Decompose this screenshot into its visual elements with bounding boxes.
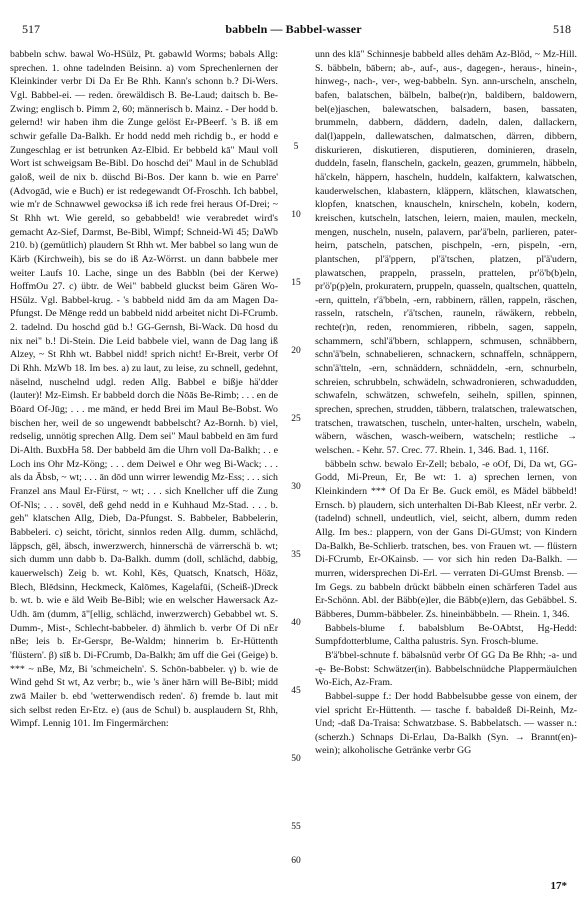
entry-baebbeln: bäbbeln schw. bɛwəlo Er-Zell; bɛbəlo, -e oOf, Di, Da wt, GG-Godd, Mi-Preun, Er, Be wt: 1. a) sprechen lernen, von Kleinkindern *** Of Da Er Be. Guck emöl, es Mädel bäbbeld! Ernsch. b) plaudern, sich unterhalten Di-Bab Kleest, nEr verbr. 2. (tadelnd) schnell, undeutlich, viel, seicht, albern, dumm reden Allg. Im bes.: plappern, von der Gans Di-GUmst; von Kindern Da-Balkh, Be-Schlierb. tratschen, bes. von Frauen wt. — flüstern Di-FCrumb, Er-OKainsb. — vor sich hin reden Da-Balkh. — murren, widersprechen Di-Erl. — verraten Di-GUmst Brensb. — Im Gegs. zu babbeln drückt bäbbeln einen schärferen Tadel aus Er-Schönn. Abl. der Bäbb(e)ler, die Bäbb(e)lern, das Gebäbbel. S. Bäbberes, Dumm-bäbbeler. Zs. hineinbäbbeln. — Rhein. 1, 346. (315, 458, 577, 620)
line-number-gutter (282, 48, 310, 868)
line-number: 20 (291, 346, 301, 356)
line-number: 35 (291, 550, 301, 560)
line-number: 50 (291, 754, 301, 764)
line-number: 60 (291, 856, 301, 866)
entry-babbel-suppe: Babbel-suppe f.: Der hodd Babbelsubbe gesse von einem, der viel spricht Er-Hüttenth. — tasche f. babəldeß Di-Reinh, Mz-Und; -daß Da-Traisa: Schwatzbase. S. Babbelatsch. — wasser n.: (scherzh.) Schnaps Di-Erlau, Da-Balkh (Syn. → Brannt(en)-wein); alkoholische Getränke verbr GG (315, 690, 577, 757)
line-number: 30 (291, 482, 301, 492)
line-number: 10 (291, 210, 301, 220)
entry-babbeln-continued: unn des klā" Schinnesje babbeld alles dehām Az-Blöd, ~ Mz-Hill. S. bäbbeln, bābern; ab-, auf-, aus-, dagegen-, heraus-, hinein-, hinweg-, nach-, ver-, weg-babbeln. Syn. ann-urscheln, anscheln, bafen, balatschen, bälbeln, balbe(r)n, baldibern, baldowern, bel(e)jaschen, balewatschen, balsadern, basen, bassaten, brummeln, dabbern, däddern, dadeln, dalen, dallackern, dal(l)appeln, dallewatschen, dalmatschen, därren, dibbern, diskurieren, diskutieren, disputieren, dominieren, draseln, duddeln, faseln, flanscheln, gackeln, geazen, grummeln, häbbeln, hä'ckeln, häppern, hascheln, huddeln, kalfaktern, kalwatschen, kauderwelschen, klabastern, kläppern, klätschen, klawatschen, klopfen, knatschen, knauscheln, knirscheln, kobeln, kodern, kreischen, kutscheln, latschen, leiern, maien, maulen, meckeln, mengen, nuscheln, nuseln, palavern, par'ä'beln, parlieren, pater-heirn, patscheln, patschen, pischpeln, -ern, pispeln, -ern, plantschen, pl'ä'ppern, pl'ä'tschen, platzen, pl'ä'udern, plawatschen, prappeln, prasseln, prattelen, pr'ö'b(b)eln, pr'ö'p(p)eln, prokuratern, pruppeln, quasseln, qualtschen, quatteln, -ern, quitteln, r'ä'bbeln, -ern, rabbinern, rällen, rappeln, räschen, rasseln, ratscheln, r'ä'tschen, rauneln, räwäkern, rebbeln, rechte(r)n, reden, renommieren, ribbeln, sagen, sappeln, schammern, schl'ä'bbern, schlappern, schmusen, schnäbbern, schn'ä'beln, schnabelieren, schnackern, schnaffeln, schnäppern, schn'ä'tteln, -ern, schnäddern, schnäddeln, -ern, schnurbeln, schreien, schrubbeln, schwädeln, schwadronieren, schwadudden, schwafeln, schwätzen, schwefeln, seiheln, spillen, spinnen, sprechen, sprechen, strudden, täbbern, tralatschen, tralewatschen, tratschen, trawatschen, tuscheln, unter-halten, urscheln, wabeln, wäbern, wäschen, wasch-weibern, watscheln; restliche → welschen. - Kehr. 57. Crec. 77. Rhein. 1, 346. Bad. 1, 116f. (315, 49, 577, 457)
entry-babbels-blume: Babbels-blume f. babəlsblum Be-OAbtst, Hg-Hedd: Sumpfdotterblume, Caltha palustris. Syn. Frosch-blume. (315, 622, 577, 648)
left-column (10, 48, 278, 868)
line-number: 55 (291, 822, 301, 832)
line-number: 25 (291, 414, 301, 424)
page-header (0, 22, 587, 38)
page-number-left: 517 (22, 22, 40, 36)
right-column (315, 48, 577, 868)
line-number: 45 (291, 686, 301, 696)
page-number-right: 518 (553, 22, 571, 36)
entry-baebbel-schnute: B'ä'bbel-schnute f. bäbəlsnüd verbr Of GG Da Be Rhh; -a- und -ę- Be-Bobst: Schwätzer(in). Babbelschnüdche Plappermäulchen Wo-Eich, Az-Fram. (315, 649, 577, 689)
signature-mark: 17* (550, 880, 567, 892)
line-number: 5 (293, 142, 299, 152)
line-number: 40 (291, 618, 301, 628)
line-number: 15 (291, 278, 301, 288)
running-title: babbeln — Babbel-wasser (225, 22, 362, 36)
entry-babbeln: babbeln schw. bawəl Wo-HSülz, Pt. gəbawld Worms; bəbəls Allg: sprechen. 1. ohne tadelnden Beisinn. a) vom Sprechenlernen der Kleinkinder verbr Di Da Er Be Rhh. Kann's schonn b.? Di-Wers. Vgl. Babbel-ei. — reden. örewäldisch B. Be-Laud; daitsch b. Be-Zwing; englisch b. Pimm 2, 60; männerisch b. Mainz. - Der hodd b. gelernd! wir haben ihm die Zunge gelöst Er-PBeerf. 's B. iß em schwir gefalle Da-Balkh. Er hodd nedd meh richdig b., er hodd e Zungeschlag er ist betrunken Az-Elbid. Er bebbeld kā" Maul voll Wort ist schweigsam Be-Bibl. Do hoschd dei" Maul in de Schublād gəloß, weil de nix b. düschd Bi-Bos. Der kann b. wie en Parre' (Advogād, wie e Buch) er ist redegewandt Of-Froschh. Ich babbel, wie m'r de Schnawwel gewocksə iß ich rede frei heraus Of-Drei; ~ St Rhh wt. Wie gereld, so gebabbeld! wie verabredet wird's gemacht Az-Sief, Darmst, Be-Bibl, Wimpf; Schneid-Wi 45; DaWb 210. b) (gemütlich) plaudern St Rhh wt. Mer babbel so lang wun de Kärb (Kirchweih), bis se do iß Az-Wörrst. un dann babbele mer weiter Laufs 10. Lache, singe un des Babbln (bei der Kerwe) HoffmOu 27. c) übtr. de Wei" babbeld gluckst beim Gären Wo-HSülz. Vgl. Babbel-krug. - 's babbeld nidd ām da am Magen Da-Pfungst. De Mēnge redd un babbeld nidd arbeitet nicht Di-FCrumb. 2. tadelnd. Du hoschd gūd b.! GG-Gernsh, Bi-Wack. Dū hosd du nix nei" b.! Di-Stein. Die Leid babbele viel, wann de Dag lang iß Alzey, ~ St Rhh wt. Babbel nidd! sprich nicht! Er-Breit, verbr Of Di Rhh. MzWb 18. Im bes. a) zu laut, zu leise, zu schnell, gedehnt, näselnd, nuschelnd udgl. reden Allg. Babbel e bißje hä'dder (lauter)! Mz-Eimsh. Er babbeld dorch die Nōās Be-Rimb; . . . en de Bōard Of-Jūg; . . . me mānd, er hedd Brei im Maul Be-Bobst. Wo bischen her, weil de so ungewendt babbelscht? Az-Bornh. b) viel, redselig, unnötig sprechen Allg. Dem sei" Maul babbeld en ām furd Di-Alth. BuxbHa 58. Der babbeld ām die Uhrn voll Da-Balkh; . . e Loch ins Ohr Mz-Köng; . . . dem Deiwel e Ohr weg Bi-Wack; . . . als da Ābsb, ~ wt; . . . ān dōd unn wirrer lewendig Mz-Ess; . . . sich Franzel ans Maul Er-Fürst, ~ wt; . . . sich Knellcher uff die Zung Of-Nls; . . . sovēl, deß gehd nedd in e Kuhhaud Mz-Stad. . . . b. geh" klatschen Allg, Dieb, Da-Pfungst. S. Babbeler, Babbelerin, Babbeleri. c) seicht, töricht, sinnlos reden Allg. dumm, schlächd, läppsch, gēl, äbsch, inwerzwerch, hinnerschä de värrerschä b. wt; sich dumm unn dabb b. Da-Balkh. dumm (doll, schlächd, dabbig, kauerwelsch) Zeig b. wt. Kohl, Kēs, Quatsch, Knatsch, Höāz, Blech, Blēdsinn, Heckmeck, Kalōmes, Kagelafūi, (Scheiß-)Dreck b. wt. b. wie e äld Weib Be-Bibl; wie en welscher Hawersack Az-Udh. ām (dumm, ā"[ellig, schlächd, inwerzwerch) Gebabbel wt. S. Dumm-, Mist-, Schlecht-babbeler. d) ähmlich b. verbr Of Di nEr nBe; leis b. Er-Gerspr, Be-Waldm; hinnerim b. Er-Hüttenth 'flüstern'. β) sīß b. Di-FCrumb, Da-Balkh; ām uff die Gei (Geige) b. *** ~ nBe, Mz, Bi 'schmeicheln'. S. Schōn-babbeler. γ) b. wie de Wind gehd St wt, Az verbr; b., wie 's äner hārn will Be-Bibl; midd zwā Mailer b. ebd 'wetterwendisch reden'. δ) fremde b. laut mit sich selbst reden Er-Etz. e) (aus de Schul) b. ausplaudern St, Rhh, Wimpf. Lennig 101. Im Fingermärchen: (10, 49, 278, 730)
